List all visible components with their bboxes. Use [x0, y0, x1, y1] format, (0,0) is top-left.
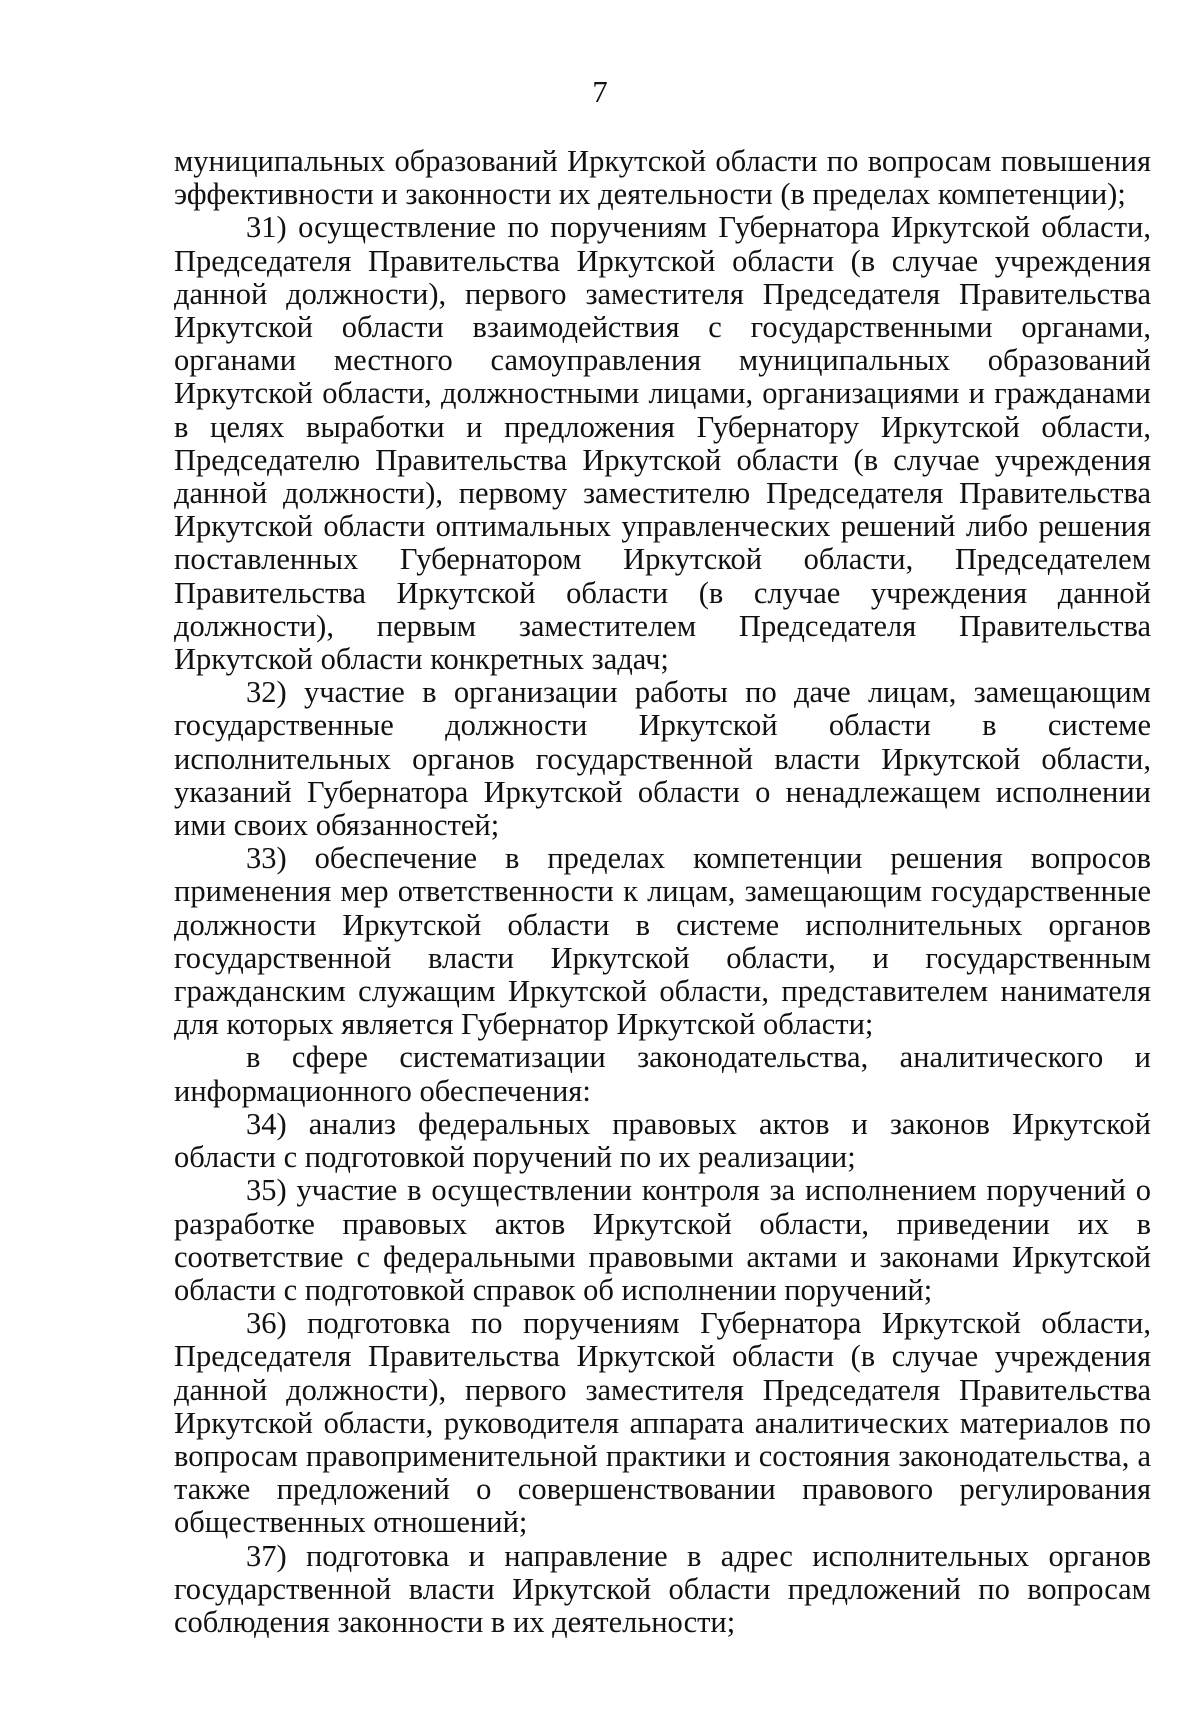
section-heading-systematization: в сфере систематизации законодательства, аналитического и информационного обеспечения: [174, 1040, 1151, 1108]
paragraph-item-33: 33) обеспечение в пределах компетенции решения вопросов применения мер ответственности к лицам, замещающим государственные должности Иркутской области в системе исполнительных органов государственной власти Иркутской области, и государственным гражданским служащим Иркутской области, представителем нанимателя для которых является Губернатор Иркутской области; [174, 841, 1151, 1042]
document-body [174, 145, 1151, 1639]
paragraph-item-36: 36) подготовка по поручениям Губернатора Иркутской области, Председателя Правительства Иркутской области (в случае учреждения данной должности), первого заместителя Председателя Правительства Иркутской области, руководителя аппарата аналитических материалов по вопросам правоприменительной практики и состояния законодательства, а также предложений о совершенствовании правового регулирования общественных отношений; [174, 1306, 1151, 1540]
page-number: 7 [592, 74, 608, 109]
paragraph-item-32: 32) участие в организации работы по даче лицам, замещающим государственные должности Иркутской области в системе исполнительных органов государственной власти Иркутской области, указаний Губернатора Иркутской области о ненадлежащем исполнении ими своих обязанностей; [174, 675, 1151, 843]
paragraph-item-34: 34) анализ федеральных правовых актов и законов Иркутской области с подготовкой поручений по их реализации; [174, 1106, 1151, 1175]
paragraph-item-31: 31) осуществление по поручениям Губернатора Иркутской области, Председателя Правительства Иркутской области (в случае учреждения данной должности), первого заместителя Председателя Правительства Иркутской области взаимодействия с государственными органами, органами местного самоуправления муниципальных образований Иркутской области, должностными лицами, организациями и гражданами в целях выработки и предложения Губернатору Иркутской области, Председателю Правительства Иркутской области (в случае учреждения данной должности), первому заместителю Председателя Правительства Иркутской области оптимальных управленческих решений либо решения поставленных Губернатором Иркутской области, Председателем Правительства Иркутской области (в случае учреждения данной должности), первым заместителем Председателя Правительства Иркутской области конкретных задач; [174, 210, 1151, 677]
paragraph-continuation: муниципальных образований Иркутской области по вопросам повышения эффективности и законности их деятельности (в пределах компетенции); [174, 144, 1151, 212]
paragraph-item-37: 37) подготовка и направление в адрес исполнительных органов государственной власти Иркутской области предложений по вопросам соблюдения законности в их деятельности; [174, 1538, 1151, 1639]
paragraph-item-35: 35) участие в осуществлении контроля за исполнением поручений о разработке правовых актов Иркутской области, приведении их в соответствие с федеральными правовыми актами и законами Иркутской области с подготовкой справок об исполнении поручений; [174, 1173, 1151, 1307]
